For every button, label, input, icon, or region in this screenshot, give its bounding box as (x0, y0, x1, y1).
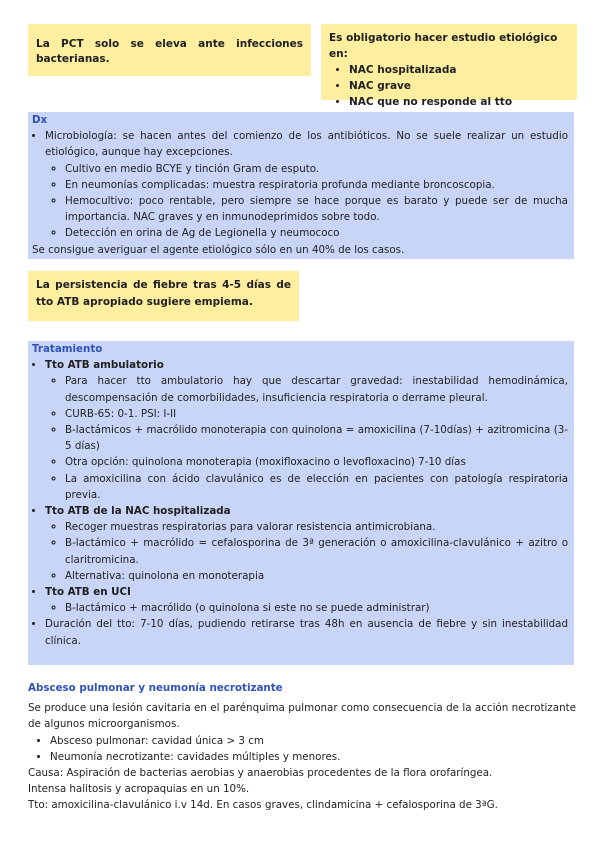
uci-block (45, 584, 568, 616)
absceso-item: • Neumonía necrotizante: cavidades múltiples y menores. (50, 749, 576, 765)
tratamiento-title: Tratamiento (32, 343, 103, 355)
absceso-section (28, 680, 576, 814)
ambulatorio-item: ◦ B-lactámicos + macrólido monoterapia con quinolona = amoxicilina (7-10días) + azitromicina (3-5 días) (65, 422, 568, 454)
absceso-title: Absceso pulmonar y neumonía necrotizante (28, 682, 283, 694)
dx-section (28, 112, 574, 259)
absceso-intro: Se produce una lesión cavitaria en el parénquima pulmonar como consecuencia de la acción necrotizante de algunos microorganismos. (28, 702, 576, 731)
duracion-item: • Duración del tto: 7-10 días, pudiendo retirarse tras 48h en ausencia de fiebre y sin inestabilidad clínica. (45, 616, 568, 648)
dx-sub-item: ◦ Detección en orina de Ag de Legionella y neumococo (65, 225, 568, 241)
uci-heading: Tto ATB en UCI (45, 586, 131, 599)
hospitalizada-heading: Tto ATB de la NAC hospitalizada (45, 505, 231, 518)
tratamiento-section (28, 341, 574, 665)
etiologic-study-item: • NAC que no responde al tto (349, 94, 569, 110)
ambulatorio-heading: Tto ATB ambulatorio (45, 359, 164, 372)
uci-item: ◦ B-lactámico + macrólido (o quinolona si este no se puede administrar) (65, 600, 568, 616)
fever-note (28, 271, 299, 321)
absceso-item: • Absceso pulmonar: cavidad única > 3 cm (50, 733, 576, 749)
hospitalizada-item: ◦ Alternativa: quinolona en monoterapia (65, 568, 568, 584)
hospitalizada-item: ◦ Recoger muestras respiratorias para valorar resistencia antimicrobiana. (65, 519, 568, 535)
absceso-causa: Causa: Aspiración de bacterias aerobias y anaerobias procedentes de la flora orofaríngea. (28, 767, 493, 780)
dx-title: Dx (32, 114, 48, 126)
hospitalizada-block (45, 503, 568, 584)
etiologic-study-note (321, 24, 577, 108)
absceso-halitosis: Intensa halitosis y acropaquias en un 10%. (28, 783, 250, 796)
etiologic-study-item: • NAC grave (349, 78, 569, 94)
dx-microbiology (45, 128, 568, 241)
dx-microbiology-text: Microbiología: se hacen antes del comienzo de los antibióticos. No se suele realizar un estudio etiológico, aunque hay excepciones. (45, 130, 568, 159)
dx-sub-item: ◦ En neumonías complicadas: muestra respiratoria profunda mediante broncoscopia. (65, 177, 568, 193)
dx-footer: Se consigue averiguar el agente etiológico sólo en un 40% de los casos. (32, 243, 405, 256)
absceso-tto: Tto: amoxicilina-clavulánico i.v 14d. En casos graves, clindamicina + cefalosporina de 3ªG. (28, 799, 498, 812)
dx-sub-item: ◦ Cultivo en medio BCYE y tinción Gram de esputo. (65, 161, 568, 177)
hospitalizada-item: ◦ B-lactámico + macrólido = cefalosporina de 3ª generación o amoxicilina-clavulánico + azitro o claritromicina. (65, 535, 568, 567)
ambulatorio-item: ◦ CURB-65: 0-1. PSI: I-II (65, 406, 568, 422)
fever-note-text: La persistencia de fiebre tras 4-5 días de tto ATB apropiado sugiere empiema. (36, 279, 291, 308)
ambulatorio-item: ◦ Para hacer tto ambulatorio hay que descartar gravedad: inestabilidad hemodinámica, descompensación de comorbilidades, insuficiencia respiratoria o derrame pleural. (65, 373, 568, 405)
etiologic-study-item: • NAC hospitalizada (349, 62, 569, 78)
pct-note-text: La PCT solo se eleva ante infecciones bacterianas. (36, 38, 303, 65)
pct-note (28, 24, 311, 76)
ambulatorio-block (45, 357, 568, 503)
etiologic-study-heading: Es obligatorio hacer estudio etiológico en: (329, 32, 558, 60)
ambulatorio-item: ◦ La amoxicilina con ácido clavulánico es de elección en pacientes con patología respiratoria previa. (65, 471, 568, 503)
ambulatorio-item: ◦ Otra opción: quinolona monoterapia (moxifloxacino o levofloxacino) 7-10 días (65, 454, 568, 470)
dx-sub-item: ◦ Hemocultivo: poco rentable, pero siempre se hace porque es barato y puede ser de mucha importancia. NAC graves y en inmunodeprimidos sobre todo. (65, 193, 568, 225)
